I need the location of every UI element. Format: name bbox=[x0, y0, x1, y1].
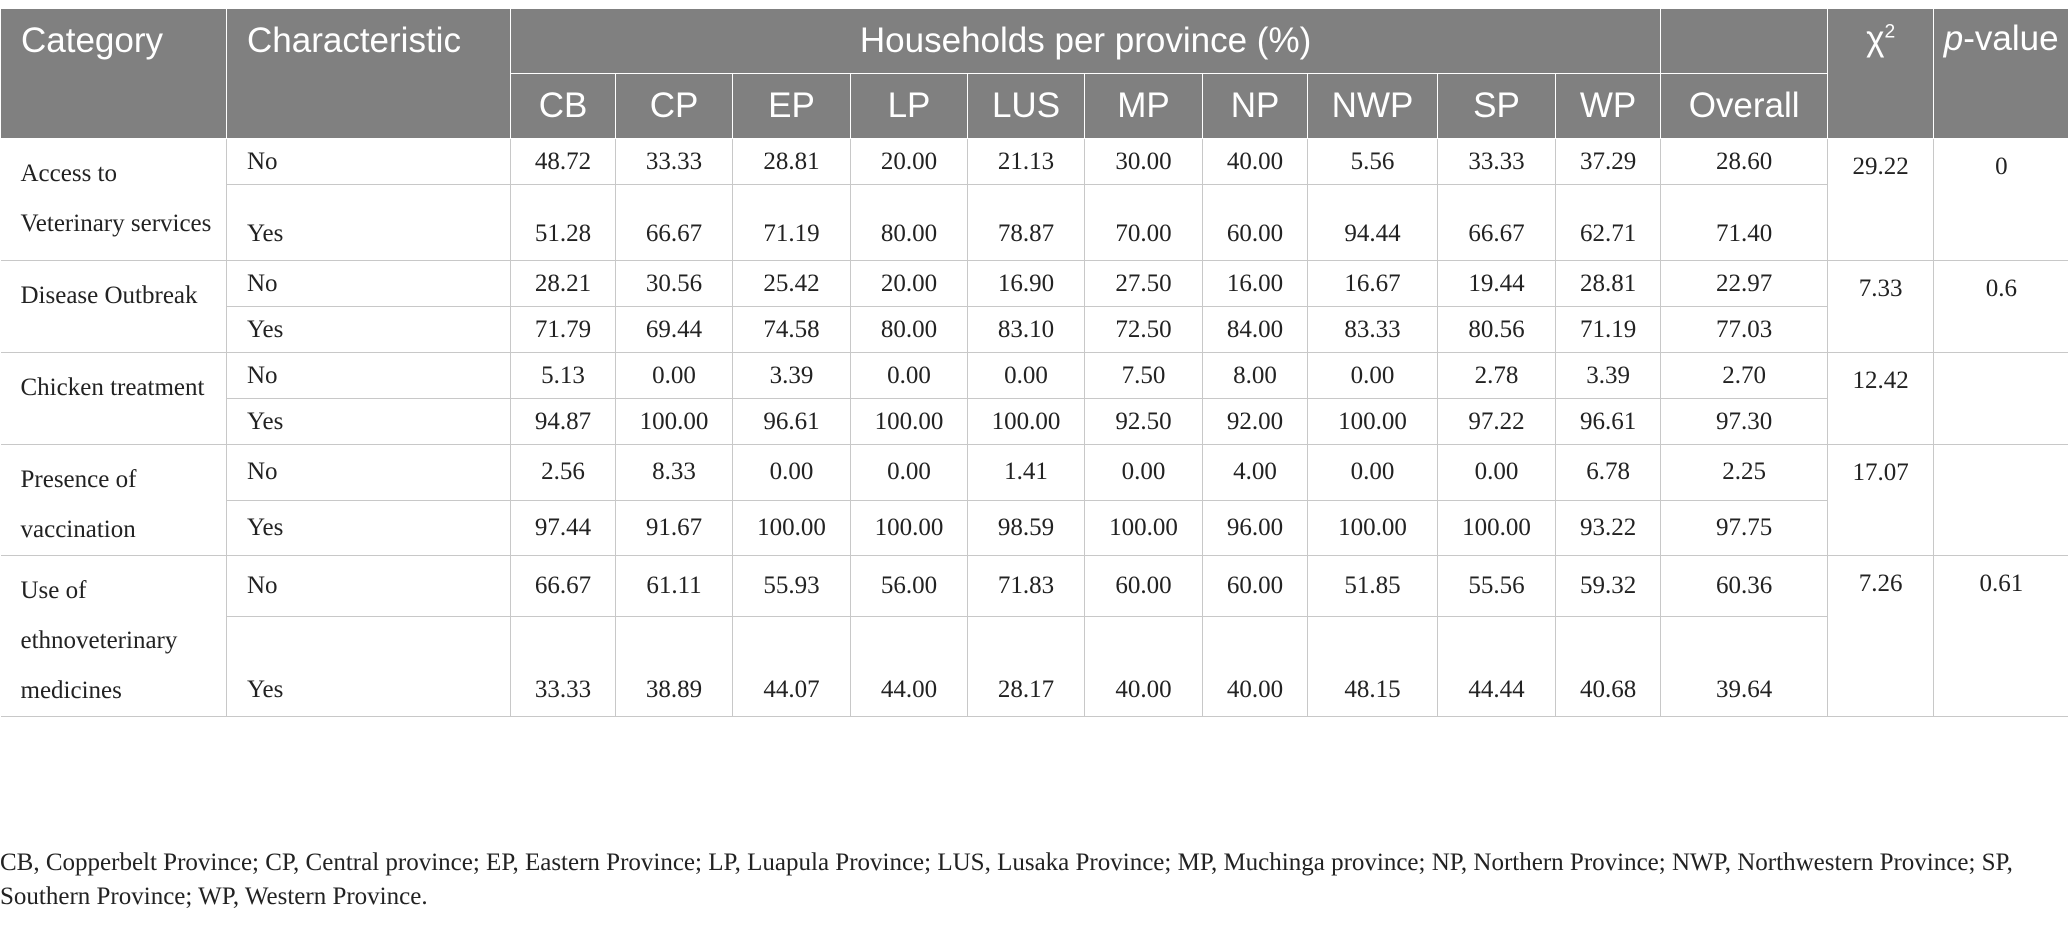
overall-header-top bbox=[1661, 9, 1828, 74]
overall-header: Overall bbox=[1661, 74, 1828, 139]
value-cell: 91.67 bbox=[616, 500, 733, 556]
value-cell: 100.00 bbox=[1308, 500, 1438, 556]
value-cell: 8.33 bbox=[616, 445, 733, 501]
value-cell: 71.79 bbox=[511, 307, 616, 353]
value-cell: 60.00 bbox=[1203, 556, 1308, 617]
value-cell: 96.61 bbox=[1556, 399, 1661, 445]
value-cell: 51.85 bbox=[1308, 556, 1438, 617]
characteristic-cell: Yes bbox=[227, 500, 511, 556]
value-cell: 40.68 bbox=[1556, 616, 1661, 716]
header-row-1 bbox=[1, 9, 2068, 74]
value-cell: 94.44 bbox=[1308, 185, 1438, 261]
value-cell: 60.00 bbox=[1203, 185, 1308, 261]
value-cell: 62.71 bbox=[1556, 185, 1661, 261]
value-cell: 6.78 bbox=[1556, 445, 1661, 501]
value-cell: 92.50 bbox=[1085, 399, 1203, 445]
value-cell: 51.28 bbox=[511, 185, 616, 261]
value-cell: 0.00 bbox=[1085, 445, 1203, 501]
characteristic-cell: Yes bbox=[227, 616, 511, 716]
value-cell: 44.07 bbox=[733, 616, 851, 716]
table-row bbox=[1, 616, 2068, 716]
value-cell: 28.81 bbox=[733, 139, 851, 185]
value-cell: 19.44 bbox=[1438, 261, 1556, 307]
value-cell: 74.58 bbox=[733, 307, 851, 353]
chi-square-cell: 7.33 bbox=[1828, 261, 1934, 353]
value-cell: 37.29 bbox=[1556, 139, 1661, 185]
value-cell: 100.00 bbox=[1308, 399, 1438, 445]
value-cell: 28.21 bbox=[511, 261, 616, 307]
value-cell: 39.64 bbox=[1661, 616, 1828, 716]
province-header: EP bbox=[733, 74, 851, 139]
value-cell: 60.36 bbox=[1661, 556, 1828, 617]
value-cell: 28.60 bbox=[1661, 139, 1828, 185]
category-cell: Presence of vaccination bbox=[1, 445, 227, 556]
value-cell: 100.00 bbox=[1085, 500, 1203, 556]
value-cell: 66.67 bbox=[511, 556, 616, 617]
value-cell: 33.33 bbox=[511, 616, 616, 716]
province-header: WP bbox=[1556, 74, 1661, 139]
p-value-cell: 0 bbox=[1934, 139, 2068, 261]
category-header: Category bbox=[1, 9, 227, 139]
value-cell: 0.00 bbox=[851, 353, 968, 399]
value-cell: 70.00 bbox=[1085, 185, 1203, 261]
characteristic-cell: Yes bbox=[227, 185, 511, 261]
value-cell: 94.87 bbox=[511, 399, 616, 445]
data-table bbox=[0, 8, 2068, 717]
value-cell: 48.15 bbox=[1308, 616, 1438, 716]
value-cell: 100.00 bbox=[733, 500, 851, 556]
value-cell: 66.67 bbox=[616, 185, 733, 261]
value-cell: 61.11 bbox=[616, 556, 733, 617]
category-cell: Disease Outbreak bbox=[1, 261, 227, 353]
value-cell: 28.81 bbox=[1556, 261, 1661, 307]
value-cell: 98.59 bbox=[968, 500, 1085, 556]
province-header: NP bbox=[1203, 74, 1308, 139]
table-row bbox=[1, 445, 2068, 501]
value-cell: 7.50 bbox=[1085, 353, 1203, 399]
table-row bbox=[1, 139, 2068, 185]
value-cell: 33.33 bbox=[1438, 139, 1556, 185]
value-cell: 80.00 bbox=[851, 185, 968, 261]
value-cell: 4.00 bbox=[1203, 445, 1308, 501]
table-row bbox=[1, 556, 2068, 617]
households-group-header: Households per province (%) bbox=[511, 9, 1661, 74]
value-cell: 0.00 bbox=[1438, 445, 1556, 501]
value-cell: 40.00 bbox=[1203, 616, 1308, 716]
characteristic-cell: No bbox=[227, 139, 511, 185]
table-row bbox=[1, 353, 2068, 399]
p-value-cell bbox=[1934, 445, 2068, 556]
value-cell: 16.67 bbox=[1308, 261, 1438, 307]
value-cell: 2.70 bbox=[1661, 353, 1828, 399]
value-cell: 71.40 bbox=[1661, 185, 1828, 261]
value-cell: 59.32 bbox=[1556, 556, 1661, 617]
value-cell: 97.44 bbox=[511, 500, 616, 556]
province-header: CP bbox=[616, 74, 733, 139]
p-value-cell: 0.6 bbox=[1934, 261, 2068, 353]
value-cell: 84.00 bbox=[1203, 307, 1308, 353]
value-cell: 0.00 bbox=[616, 353, 733, 399]
value-cell: 55.56 bbox=[1438, 556, 1556, 617]
value-cell: 100.00 bbox=[968, 399, 1085, 445]
p-value-cell: 0.61 bbox=[1934, 556, 2068, 717]
value-cell: 5.13 bbox=[511, 353, 616, 399]
value-cell: 60.00 bbox=[1085, 556, 1203, 617]
value-cell: 71.19 bbox=[1556, 307, 1661, 353]
chi-square-cell: 17.07 bbox=[1828, 445, 1934, 556]
chi-square-cell: 12.42 bbox=[1828, 353, 1934, 445]
value-cell: 2.78 bbox=[1438, 353, 1556, 399]
value-cell: 22.97 bbox=[1661, 261, 1828, 307]
value-cell: 100.00 bbox=[1438, 500, 1556, 556]
value-cell: 80.56 bbox=[1438, 307, 1556, 353]
value-cell: 97.30 bbox=[1661, 399, 1828, 445]
value-cell: 100.00 bbox=[851, 399, 968, 445]
value-cell: 78.87 bbox=[968, 185, 1085, 261]
value-cell: 3.39 bbox=[733, 353, 851, 399]
value-cell: 2.25 bbox=[1661, 445, 1828, 501]
value-cell: 44.44 bbox=[1438, 616, 1556, 716]
characteristic-cell: No bbox=[227, 445, 511, 501]
p-value-cell bbox=[1934, 353, 2068, 445]
value-cell: 20.00 bbox=[851, 139, 968, 185]
province-header: SP bbox=[1438, 74, 1556, 139]
value-cell: 93.22 bbox=[1556, 500, 1661, 556]
province-header: CB bbox=[511, 74, 616, 139]
table-footnote: CB, Copperbelt Province; CP, Central province; EP, Eastern Province; LP, Luapula Province; LUS, Lusaka Province; MP, Muchinga province; NP, Northern Province; NWP, Northwestern Province; SP, Southern Province; WP, Western Province. bbox=[0, 849, 2013, 910]
value-cell: 55.93 bbox=[733, 556, 851, 617]
value-cell: 71.19 bbox=[733, 185, 851, 261]
value-cell: 1.41 bbox=[968, 445, 1085, 501]
p-value-rest: -value bbox=[1963, 19, 2059, 58]
value-cell: 30.56 bbox=[616, 261, 733, 307]
value-cell: 44.00 bbox=[851, 616, 968, 716]
p-letter: p bbox=[1943, 19, 1964, 58]
value-cell: 38.89 bbox=[616, 616, 733, 716]
value-cell: 97.75 bbox=[1661, 500, 1828, 556]
chi-square-cell: 7.26 bbox=[1828, 556, 1934, 717]
province-header: LUS bbox=[968, 74, 1085, 139]
value-cell: 0.00 bbox=[1308, 353, 1438, 399]
characteristic-cell: Yes bbox=[227, 307, 511, 353]
value-cell: 28.17 bbox=[968, 616, 1085, 716]
value-cell: 0.00 bbox=[968, 353, 1085, 399]
characteristic-cell: No bbox=[227, 353, 511, 399]
value-cell: 25.42 bbox=[733, 261, 851, 307]
value-cell: 16.00 bbox=[1203, 261, 1308, 307]
value-cell: 27.50 bbox=[1085, 261, 1203, 307]
chi-power: 2 bbox=[1884, 21, 1896, 43]
characteristic-header: Characteristic bbox=[227, 9, 511, 139]
value-cell: 72.50 bbox=[1085, 307, 1203, 353]
value-cell: 66.67 bbox=[1438, 185, 1556, 261]
value-cell: 96.61 bbox=[733, 399, 851, 445]
value-cell: 33.33 bbox=[616, 139, 733, 185]
value-cell: 20.00 bbox=[851, 261, 968, 307]
value-cell: 30.00 bbox=[1085, 139, 1203, 185]
value-cell: 0.00 bbox=[733, 445, 851, 501]
province-header: NWP bbox=[1308, 74, 1438, 139]
value-cell: 0.00 bbox=[1308, 445, 1438, 501]
value-cell: 0.00 bbox=[851, 445, 968, 501]
value-cell: 8.00 bbox=[1203, 353, 1308, 399]
value-cell: 21.13 bbox=[968, 139, 1085, 185]
value-cell: 48.72 bbox=[511, 139, 616, 185]
table-row bbox=[1, 399, 2068, 445]
table-row bbox=[1, 185, 2068, 261]
province-header: LP bbox=[851, 74, 968, 139]
value-cell: 83.10 bbox=[968, 307, 1085, 353]
value-cell: 100.00 bbox=[616, 399, 733, 445]
category-cell: Chicken treatment bbox=[1, 353, 227, 445]
category-cell: Use of ethnoveterinary medicines bbox=[1, 556, 227, 717]
table-row bbox=[1, 500, 2068, 556]
value-cell: 3.39 bbox=[1556, 353, 1661, 399]
chi-symbol: χ bbox=[1866, 19, 1885, 58]
value-cell: 96.00 bbox=[1203, 500, 1308, 556]
value-cell: 40.00 bbox=[1085, 616, 1203, 716]
category-cell: Access to Veterinary services bbox=[1, 139, 227, 261]
value-cell: 5.56 bbox=[1308, 139, 1438, 185]
table-header bbox=[1, 9, 2068, 139]
province-header: MP bbox=[1085, 74, 1203, 139]
chi-square-cell: 29.22 bbox=[1828, 139, 1934, 261]
chi-square-header bbox=[1828, 9, 1934, 139]
value-cell: 92.00 bbox=[1203, 399, 1308, 445]
value-cell: 69.44 bbox=[616, 307, 733, 353]
table-row bbox=[1, 307, 2068, 353]
value-cell: 100.00 bbox=[851, 500, 968, 556]
value-cell: 80.00 bbox=[851, 307, 968, 353]
characteristic-cell: Yes bbox=[227, 399, 511, 445]
value-cell: 97.22 bbox=[1438, 399, 1556, 445]
value-cell: 83.33 bbox=[1308, 307, 1438, 353]
value-cell: 16.90 bbox=[968, 261, 1085, 307]
value-cell: 71.83 bbox=[968, 556, 1085, 617]
characteristic-cell: No bbox=[227, 261, 511, 307]
value-cell: 77.03 bbox=[1661, 307, 1828, 353]
table-row bbox=[1, 261, 2068, 307]
value-cell: 2.56 bbox=[511, 445, 616, 501]
value-cell: 40.00 bbox=[1203, 139, 1308, 185]
p-value-header bbox=[1934, 9, 2068, 139]
characteristic-cell: No bbox=[227, 556, 511, 617]
value-cell: 56.00 bbox=[851, 556, 968, 617]
table-body bbox=[1, 139, 2068, 717]
